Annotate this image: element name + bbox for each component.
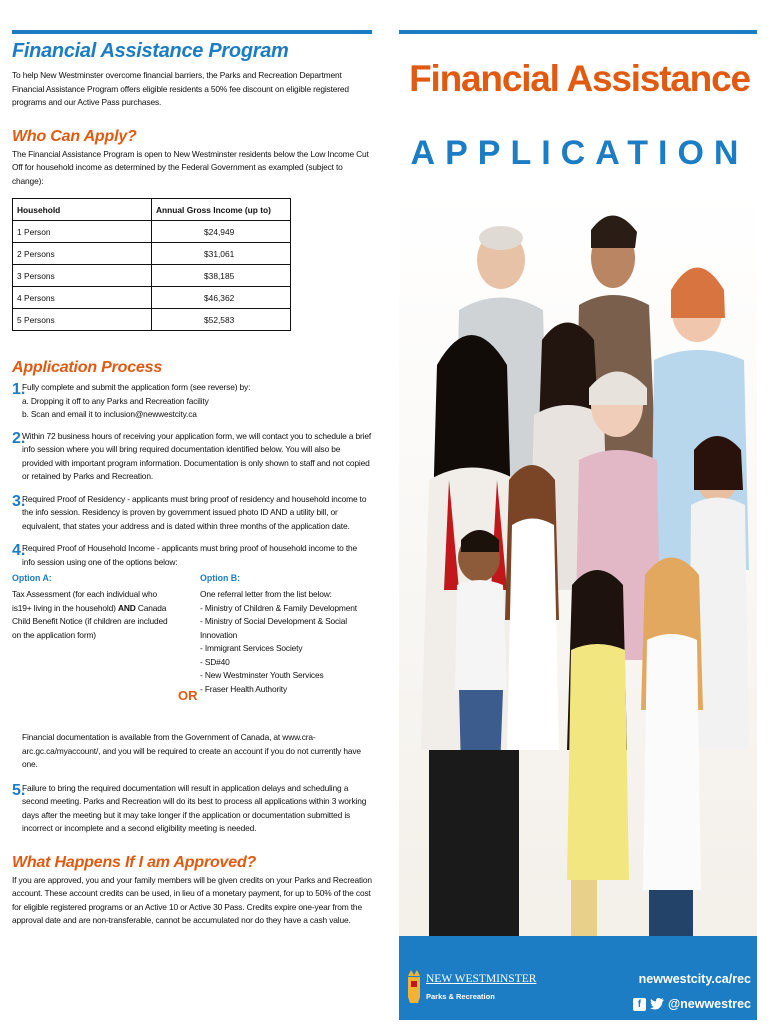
household-cell: 3 Persons (13, 265, 152, 287)
step-number: 2. (12, 429, 26, 447)
step-3 (12, 493, 372, 534)
income-header: Annual Gross Income (up to) (152, 199, 291, 221)
table-row (13, 243, 291, 265)
table-row (13, 287, 291, 309)
option-b (200, 573, 375, 696)
website-link[interactable]: newwestcity.ca/rec (638, 972, 751, 986)
household-cell: 4 Persons (13, 287, 152, 309)
approved-heading: What Happens If I am Approved? (12, 853, 257, 871)
program-title: Financial Assistance Program (12, 40, 289, 62)
option-a-post: Canada Child Benefit Notice (if children are included on the application form) (12, 602, 168, 640)
step-number: 3. (12, 492, 26, 510)
option-b-item: - New Westminster Youth Services (200, 670, 324, 680)
step-text: Within 72 business hours of receiving your application form, we will contact you to schedule a brief info session where you will bring required documentation identified below. You will also be provided with important program information. Documentation is only shown to staff and not copied or retained by Parks and Recreation. (22, 430, 372, 481)
facebook-icon[interactable]: f (633, 998, 646, 1011)
social-row (633, 997, 751, 1011)
income-cell: $46,362 (152, 287, 291, 309)
option-a-pre: Tax Assessment (for each individual who is19+ living in the household) (12, 589, 157, 613)
twitter-icon[interactable] (650, 998, 664, 1010)
table-row (13, 221, 291, 243)
social-handle[interactable]: @newwestrec (667, 997, 751, 1011)
option-b-item: - Ministry of Social Development & Social Innovation (200, 616, 347, 640)
cover-panel (399, 30, 757, 1020)
income-cell: $38,185 (152, 265, 291, 287)
group-photo (399, 190, 757, 955)
option-b-label: Option B: (200, 573, 241, 583)
cover-top-rule (399, 30, 757, 34)
step-5 (12, 782, 372, 836)
step-text: Required Proof of Household Income - applicants must bring proof of household income to the info session using one of the options below: (22, 543, 358, 567)
option-a-and: AND (117, 602, 136, 613)
step-text: Fully complete and submit the application form (see reverse) by: (22, 382, 251, 392)
step-number: 1. (12, 381, 26, 398)
approved-text: If you are approved, you and your family members will be given credits on your Parks and Recreation account. These account credits can be used, in lieu of a monetary payment, for up to 50% of the cost for eligible registered programs or an Active 10 or Active 30 Pass. Credits expire one-year from the approval date and are non-transferable, cannot be accumulated nor do they have a cash value. (12, 874, 372, 925)
brand-name: NEW WESTMINSTER (426, 973, 537, 985)
cover-title: Financial Assistance (409, 58, 750, 99)
table-row (13, 265, 291, 287)
step-1 (12, 381, 372, 422)
income-cell: $24,949 (152, 221, 291, 243)
financial-doc-note: Financial documentation is available from the Government of Canada, at www.cra-arc.gc.ca/myaccount/, and you will be required to create an account if you do not currently have one. (22, 732, 361, 769)
who-text: The Financial Assistance Program is open to New Westminster residents below the Low Income Cut Off for household income as determined by the Federal Government as exampled (subject to change): (12, 148, 369, 186)
table-row (13, 309, 291, 331)
option-a-text (12, 588, 177, 642)
household-cell: 5 Persons (13, 309, 152, 331)
step-text: Failure to bring the required documentation will result in application delays and scheduling a second meeting. Parks and Recreation will do its best to process all applications within 3 working days after the meeting but it may take longer if the application or documentation submitted is incorrect or incomplete and a second eligibility meeting is needed. (22, 782, 367, 833)
crown-logo-icon (406, 966, 422, 1004)
option-a (12, 573, 177, 642)
program-info-column (12, 30, 372, 928)
brand-subtitle: Parks & Recreation (426, 992, 495, 1001)
process-heading: Application Process (12, 359, 163, 376)
step-4 (12, 542, 372, 569)
step-text: Required Proof of Residency - applicants must bring proof of residency and household income to the info session. Residency is proven by government issued photo ID AND a utility bill, or equivalent, that states your address and is dated within three months of the application date. (22, 493, 367, 531)
option-b-item: - Ministry of Children & Family Development (200, 602, 357, 613)
income-table (12, 198, 291, 331)
step-2 (12, 430, 372, 484)
intro-text: To help New Westminster overcome financial barriers, the Parks and Recreation Department Financial Assistance Program offers eligible residents a 50% fee discount on eligible registered programs and our Active Pass purchases. (12, 70, 349, 107)
option-b-item: - Fraser Health Authority (200, 683, 288, 694)
household-header: Household (13, 199, 152, 221)
option-b-item: - SD#40 (200, 656, 230, 667)
option-b-item: - Immigrant Services Society (200, 643, 303, 653)
income-cell: $52,583 (152, 309, 291, 331)
top-rule (12, 30, 372, 34)
option-b-intro: One referral letter from the list below: (200, 589, 332, 599)
table-header-row (13, 199, 291, 221)
sub-step-a: a. Dropping it off to any Parks and Recreation facility (22, 395, 209, 406)
cover-subtitle: APPLICATION (410, 134, 749, 172)
household-cell: 1 Person (13, 221, 152, 243)
step-number: 4. (12, 542, 26, 559)
option-a-label: Option A: (12, 573, 52, 583)
sub-step-b: b. Scan and email it to inclusion@newwestcity.ca (22, 409, 197, 419)
income-cell: $31,061 (152, 243, 291, 265)
step-number: 5. (12, 781, 26, 799)
household-cell: 2 Persons (13, 243, 152, 265)
who-heading: Who Can Apply? (12, 127, 137, 145)
or-label: OR (178, 688, 198, 703)
